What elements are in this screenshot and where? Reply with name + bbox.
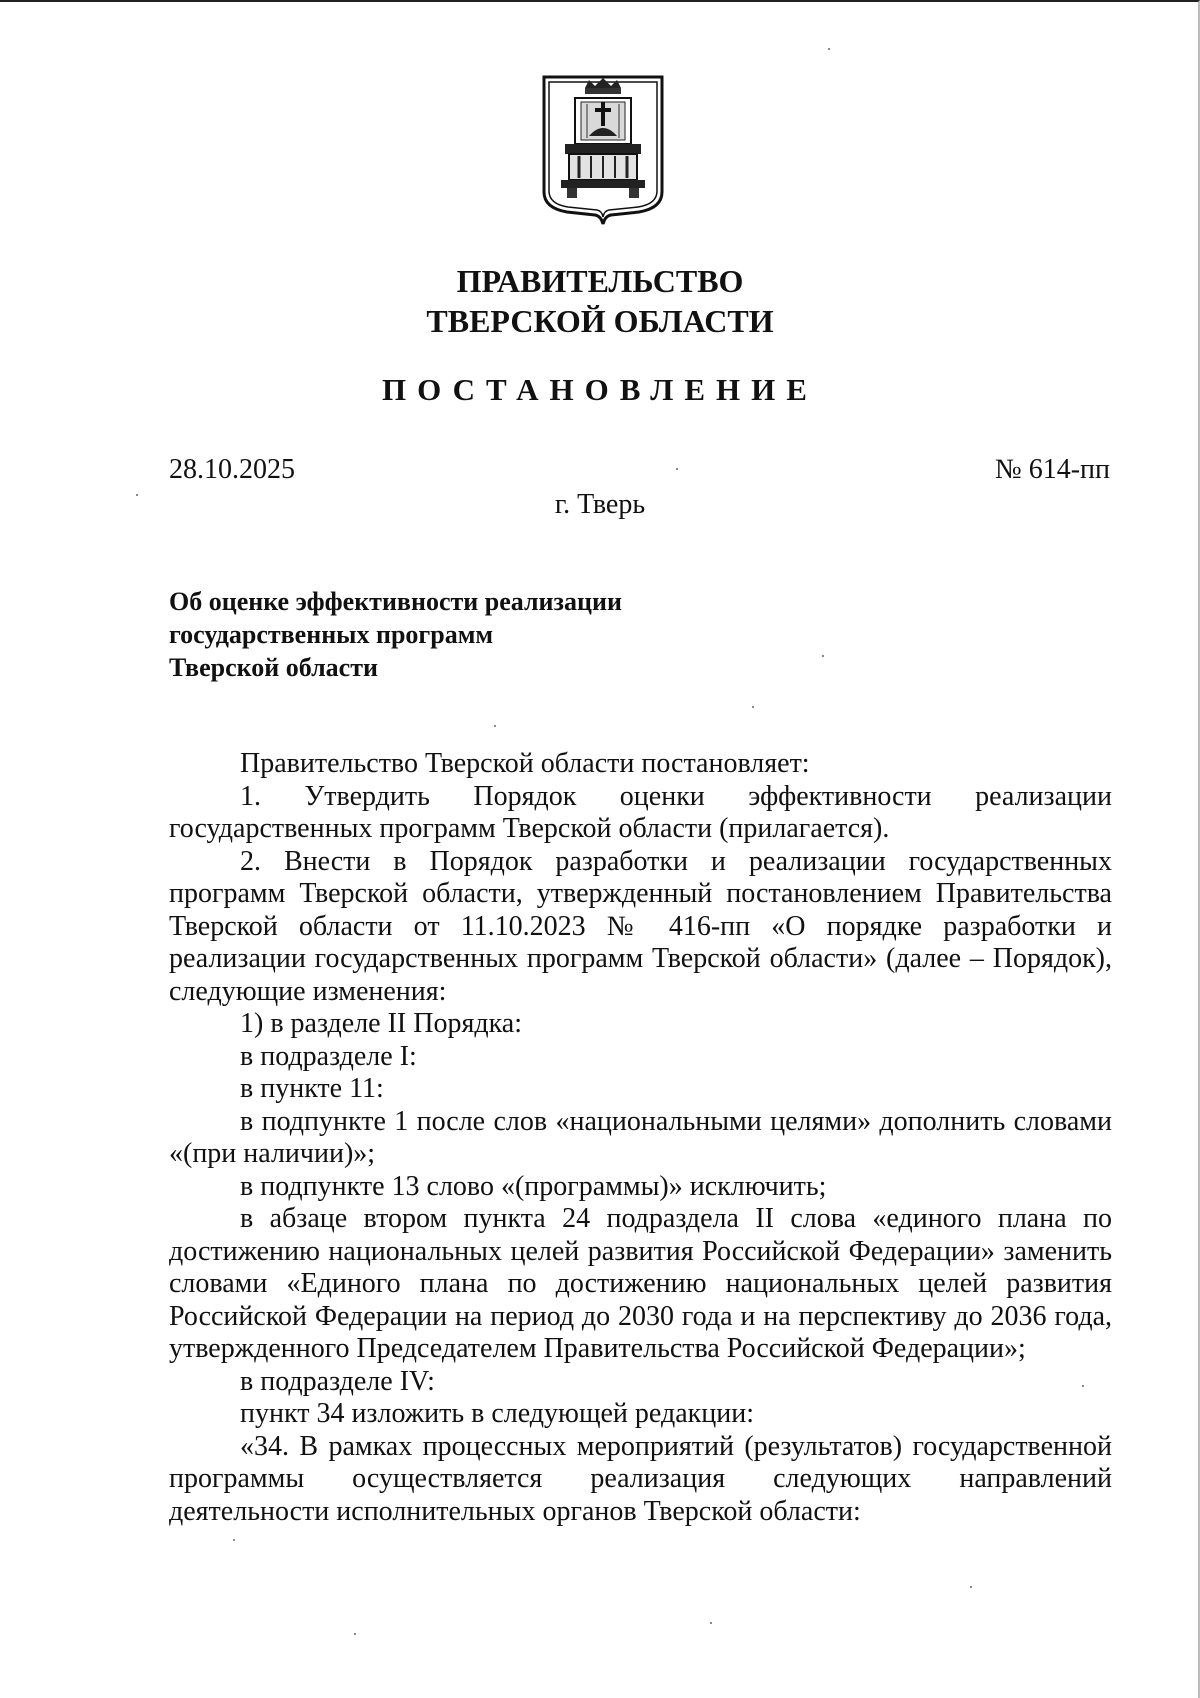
body-paragraph: 1) в разделе II Порядка: (240, 1008, 522, 1039)
body-paragraph: пункт 34 изложить в следующей редакции: (240, 1398, 754, 1429)
scan-speck (752, 706, 754, 708)
scan-speck (136, 494, 138, 496)
scan-speck (676, 468, 678, 470)
subject-line: Тверской области (169, 653, 378, 682)
scan-speck (494, 725, 496, 727)
scan-speck (233, 1539, 235, 1541)
coat-of-arms-icon (541, 74, 665, 226)
body-paragraph: «34. В рамках процессных мероприятий (результатов) государственной программы осуществляется реализация следующих направлений деятельности исполнительных органов Тверской области: (169, 1430, 1112, 1527)
document-number: № 614-пп (994, 454, 1110, 485)
scan-speck (710, 1622, 712, 1624)
body-paragraph: в подразделе IV: (240, 1365, 435, 1397)
body-paragraph: в пункте 11: (240, 1073, 384, 1104)
body-paragraph: в подразделе I: (240, 1040, 417, 1072)
document-subject (169, 585, 622, 684)
document-city: г. Тверь (554, 489, 646, 520)
document-type: ПОСТАНОВЛЕНИЕ (382, 372, 818, 407)
scan-speck (354, 1633, 356, 1635)
org-name-line2: ТВЕРСКОЙ ОБЛАСТИ (426, 303, 774, 339)
body-paragraph: в подпункте 13 слово «(программы)» исключить; (240, 1170, 827, 1202)
subject-line: Об оценке эффективности реализации (169, 587, 622, 616)
body-paragraph: в абзаце втором пункта 24 подраздела II слова «единого плана по достижению национальных целей развития Российской Федерации» заменить словами «Единого плана по достижению национальных целей развития Российской Федерации на период до 2030 года и на перспективу до 2036 года, утвержденного Председателем Правительства Российской Федерации»; (169, 1203, 1112, 1364)
body-paragraph: 2. Внести в Порядок разработки и реализации государственных программ Тверской области, утвержденный постановлением Правительства Тверской области от 11.10.2023 № 416-пп «О порядке разработки и реализации государственных программ Тверской области» (далее – Порядок), следующие изменения: (169, 845, 1112, 1007)
scan-speck (828, 48, 830, 50)
subject-line: государственных программ (169, 620, 494, 649)
body-paragraph: в подпункте 1 после слов «национальными целями» дополнить словами «(при наличии)»; (169, 1105, 1112, 1169)
scan-speck (822, 655, 824, 657)
body-paragraph: Правительство Тверской области постановляет: (240, 748, 810, 779)
document-body (169, 748, 1112, 1528)
document-date: 28.10.2025 (169, 454, 295, 485)
org-name-line1: ПРАВИТЕЛЬСТВО (456, 263, 744, 299)
scan-speck (970, 1586, 972, 1588)
body-paragraph: 1. Утвердить Порядок оценки эффективности реализации государственных программ Тверской области (прилагается). (169, 780, 1112, 844)
scan-speck (1082, 1385, 1084, 1387)
